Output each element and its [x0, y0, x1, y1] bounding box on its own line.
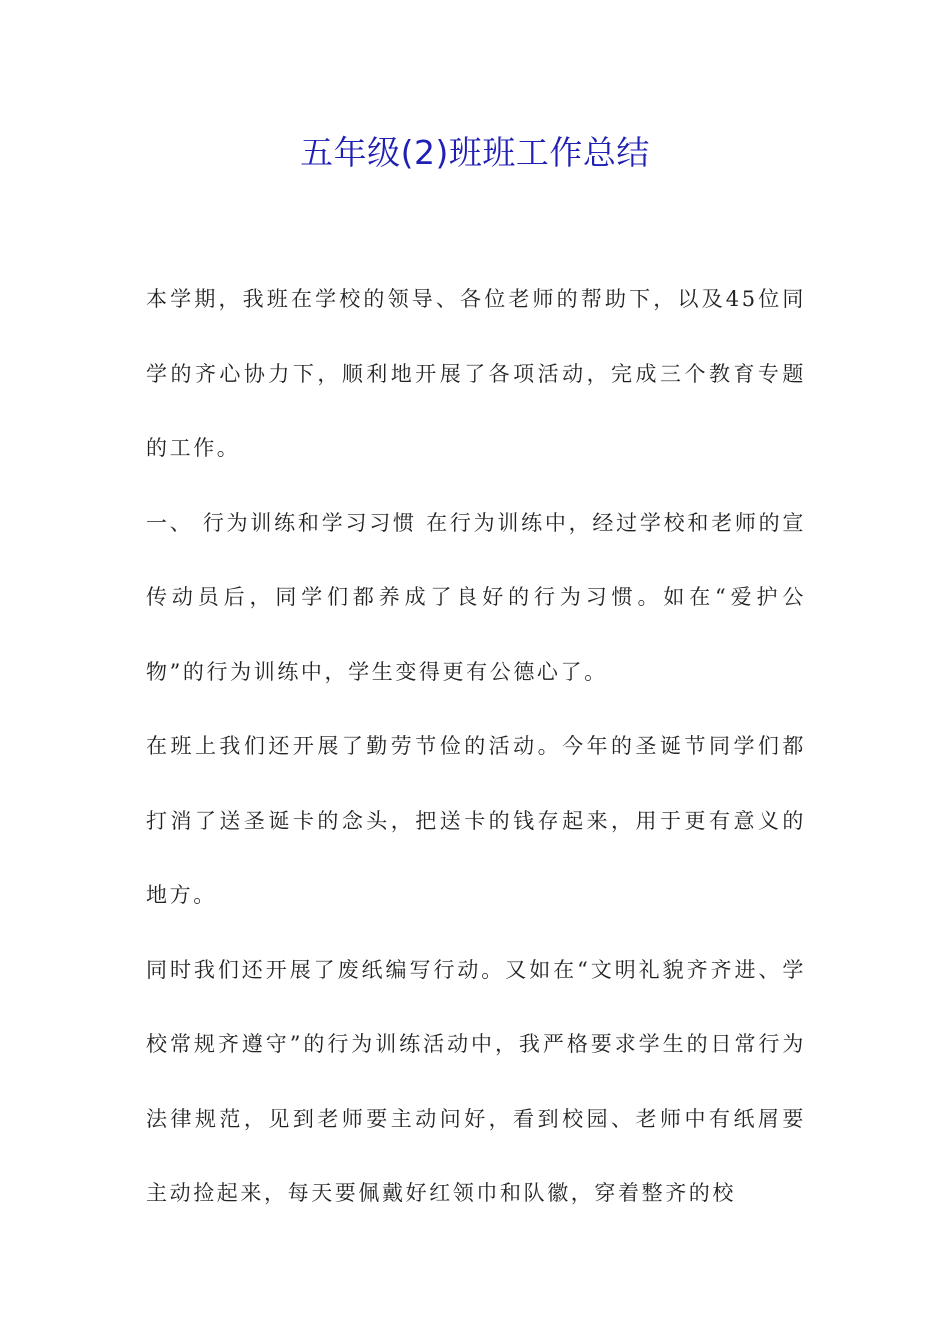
- paragraph-behavior-training: 一、 行为训练和学习习惯 在行为训练中，经过学校和老师的宣传动员后，同学们都养成了良好的行为习惯。如在“爱护公物”的行为训练中，学生变得更有公德心了。: [146, 510, 806, 684]
- paragraph-intro: 本学期，我班在学校的领导、各位老师的帮助下，以及45位同学的齐心协力下，顺利地开展了各项活动，完成三个教育专题的工作。: [146, 287, 806, 460]
- paragraph-frugality: 在班上我们还开展了勤劳节俭的活动。今年的圣诞节同学们都打消了送圣诞卡的念头，把送卡的钱存起来，用于更有意义的地方。: [146, 734, 806, 907]
- document-title: 五年级(2)班班工作总结: [300, 133, 650, 172]
- paragraph-etiquette: 同时我们还开展了废纸编写行动。又如在“文明礼貌齐齐进、学校常规齐遵守”的行为训练活动中，我严格要求学生的日常行为法律规范，见到老师要主动问好，看到校园、老师中有纸屑要主动捡起来，每天要佩戴好红领巾和队徽，穿着整齐的校: [146, 957, 806, 1205]
- document-body: [146, 262, 806, 1231]
